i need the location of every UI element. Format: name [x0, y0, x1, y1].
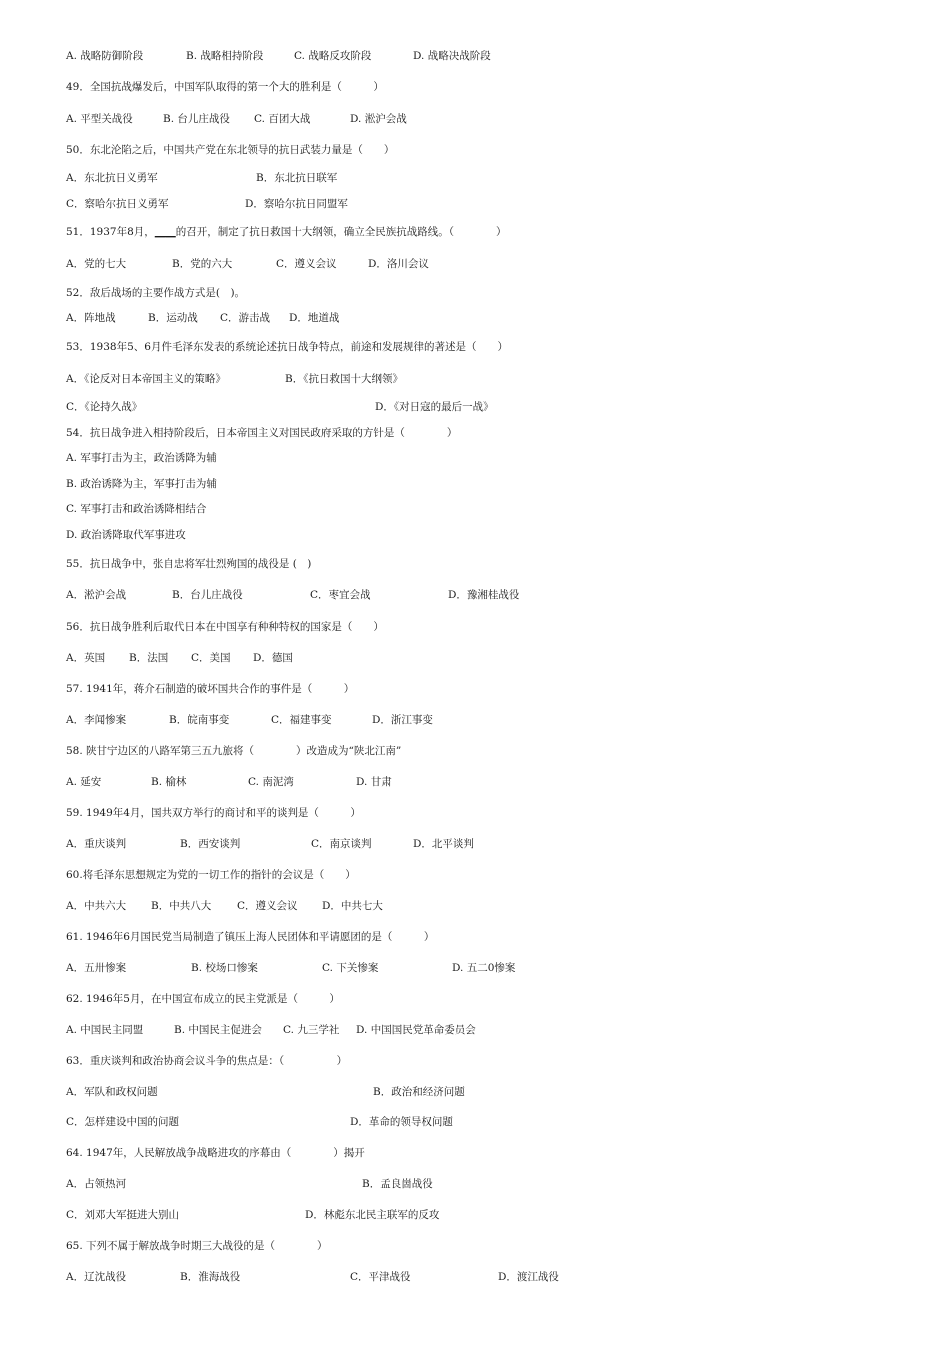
q55-stem: 55．抗日战争中，张自忠将军壮烈殉国的战役是 ( ) [66, 558, 312, 570]
q56-option-b: B．法国 [129, 652, 169, 664]
q64-option-a: A．占领热河 [66, 1178, 127, 1190]
q62-stem: 62. 1946年5月，在中国宣布成立的民主党派是（ ） [66, 993, 340, 1005]
q53-option-c: C．《论持久战》 [66, 401, 143, 413]
q54-option-c: C. 军事打击和政治诱降相结合 [66, 503, 207, 515]
q49-option-c: C. 百团大战 [254, 113, 311, 125]
q65-stem: 65. 下列不属于解放战争时期三大战役的是（ ） [66, 1240, 328, 1252]
q62-option-a: A. 中国民主同盟 [66, 1024, 144, 1036]
q63-stem: 63．重庆谈判和政治协商会议斗争的焦点是：（ ） [66, 1055, 348, 1067]
q52-stem: 52．敌后战场的主要作战方式是( )。 [66, 287, 246, 299]
q54-option-b: B. 政治诱降为主，军事打击为辅 [66, 478, 217, 490]
q60-stem: 60.将毛泽东思想规定为党的一切工作的指针的会议是（ ） [66, 869, 356, 881]
q61-option-d: D. 五二0惨案 [452, 962, 516, 974]
q56-option-d: D．德国 [253, 652, 293, 664]
q51-stem: 51．1937年8月，____的召开，制定了抗日救国十大纲领，确立全民族抗战路线。（ ） [66, 226, 507, 238]
q59-stem: 59. 1949年4月，国共双方举行的商讨和平的谈判是（ ） [66, 807, 361, 819]
q50-option-d: D．察哈尔抗日同盟军 [245, 198, 348, 210]
q64-option-b: B．孟良崮战役 [362, 1178, 433, 1190]
q58-option-b: B. 榆林 [151, 776, 187, 788]
q48-option-b: B. 战略相持阶段 [186, 50, 264, 62]
q64-option-d: D．林彪东北民主联军的反攻 [305, 1209, 440, 1221]
q50-option-a: A．东北抗日义勇军 [66, 172, 158, 184]
q65-option-b: B．淮海战役 [180, 1271, 241, 1283]
q55-option-d: D．豫湘桂战役 [448, 589, 520, 601]
q48-option-d: D. 战略决战阶段 [413, 50, 491, 62]
q61-stem: 61. 1946年6月国民党当局制造了镇压上海人民团体和平请愿团的是（ ） [66, 931, 435, 943]
q54-option-a: A. 军事打击为主，政治诱降为辅 [66, 452, 217, 464]
q61-option-b: B. 校场口惨案 [191, 962, 258, 974]
q57-option-d: D．浙江事变 [372, 714, 433, 726]
q60-option-c: C．遵义会议 [237, 900, 298, 912]
q55-option-a: A．淞沪会战 [66, 589, 127, 601]
q57-option-b: B．皖南事变 [169, 714, 230, 726]
q49-option-d: D. 淞沪会战 [350, 113, 407, 125]
q58-option-d: D. 甘肃 [356, 776, 392, 788]
q60-option-b: B．中共八大 [151, 900, 212, 912]
q57-option-c: C．福建事变 [271, 714, 332, 726]
q54-stem: 54．抗日战争进入相持阶段后，日本帝国主义对国民政府采取的方针是（ ） [66, 427, 458, 439]
q48-option-a: A. 战略防御阶段 [66, 50, 144, 62]
q52-option-b: B．运动战 [148, 312, 198, 324]
q59-option-d: D．北平谈判 [413, 838, 474, 850]
q57-stem: 57. 1941年，蒋介石制造的破坏国共合作的事件是（ ） [66, 683, 355, 695]
q59-option-c: C．南京谈判 [311, 838, 372, 850]
q59-option-b: B．西安谈判 [180, 838, 241, 850]
q51-option-c: C．遵义会议 [276, 258, 337, 270]
q56-option-a: A．英国 [66, 652, 106, 664]
q57-option-a: A．李闻惨案 [66, 714, 127, 726]
q49-option-a: A. 平型关战役 [66, 113, 133, 125]
q49-option-b: B. 台儿庄战役 [163, 113, 230, 125]
q56-stem: 56．抗日战争胜利后取代日本在中国享有种种特权的国家是（ ） [66, 621, 384, 633]
q58-stem: 58. 陕甘宁边区的八路军第三五九旅将（ ）改造成为“陕北江南” [66, 745, 402, 757]
q52-option-a: A．阵地战 [66, 312, 116, 324]
q51-option-b: B．党的六大 [172, 258, 233, 270]
q51-blank: ____ [154, 226, 176, 238]
q64-stem: 64. 1947年，人民解放战争战略进攻的序幕由（ ）揭开 [66, 1147, 365, 1159]
q50-option-c: C．察哈尔抗日义勇军 [66, 198, 169, 210]
q51-option-d: D．洛川会议 [368, 258, 429, 270]
q63-option-c: C．怎样建设中国的问题 [66, 1116, 180, 1128]
q53-option-b: B．《抗日救国十大纲领》 [285, 373, 403, 385]
q55-option-b: B．台儿庄战役 [172, 589, 243, 601]
q52-option-c: C．游击战 [220, 312, 271, 324]
q54-option-d: D. 政治诱降取代军事进攻 [66, 529, 186, 541]
q63-option-a: A．军队和政权问题 [66, 1086, 158, 1098]
q52-option-d: D．地道战 [289, 312, 340, 324]
q65-option-d: D．渡江战役 [498, 1271, 559, 1283]
q61-option-c: C. 下关惨案 [322, 962, 379, 974]
q53-stem: 53．1938年5、6月件毛泽东发表的系统论述抗日战争特点，前途和发展规律的著述是（ ） [66, 341, 508, 353]
q50-stem: 50．东北沦陷之后，中国共产党在东北领导的抗日武装力量是（ ） [66, 144, 395, 156]
q53-option-d: D．《对日寇的最后一战》 [375, 401, 494, 413]
q61-option-a: A．五卅惨案 [66, 962, 127, 974]
q53-option-a: A．《论反对日本帝国主义的策略》 [66, 373, 226, 385]
q60-option-a: A．中共六大 [66, 900, 127, 912]
q65-option-c: C．平津战役 [350, 1271, 411, 1283]
q65-option-a: A．辽沈战役 [66, 1271, 127, 1283]
q64-option-c: C．刘邓大军挺进大别山 [66, 1209, 180, 1221]
q48-option-c: C. 战略反攻阶段 [294, 50, 372, 62]
q60-option-d: D．中共七大 [322, 900, 383, 912]
q50-option-b: B．东北抗日联军 [256, 172, 338, 184]
q55-option-c: C．枣宜会战 [310, 589, 371, 601]
q59-option-a: A．重庆谈判 [66, 838, 127, 850]
q56-option-c: C．美国 [191, 652, 231, 664]
q58-option-c: C. 南泥湾 [248, 776, 294, 788]
q63-option-b: B．政治和经济问题 [373, 1086, 465, 1098]
q58-option-a: A. 延安 [66, 776, 102, 788]
q62-option-b: B. 中国民主促进会 [174, 1024, 262, 1036]
q62-option-d: D. 中国国民党革命委员会 [356, 1024, 476, 1036]
q63-option-d: D．革命的领导权问题 [350, 1116, 453, 1128]
q62-option-c: C. 九三学社 [283, 1024, 340, 1036]
q49-stem: 49．全国抗战爆发后，中国军队取得的第一个大的胜利是（ ） [66, 81, 384, 93]
q51-option-a: A．党的七大 [66, 258, 127, 270]
